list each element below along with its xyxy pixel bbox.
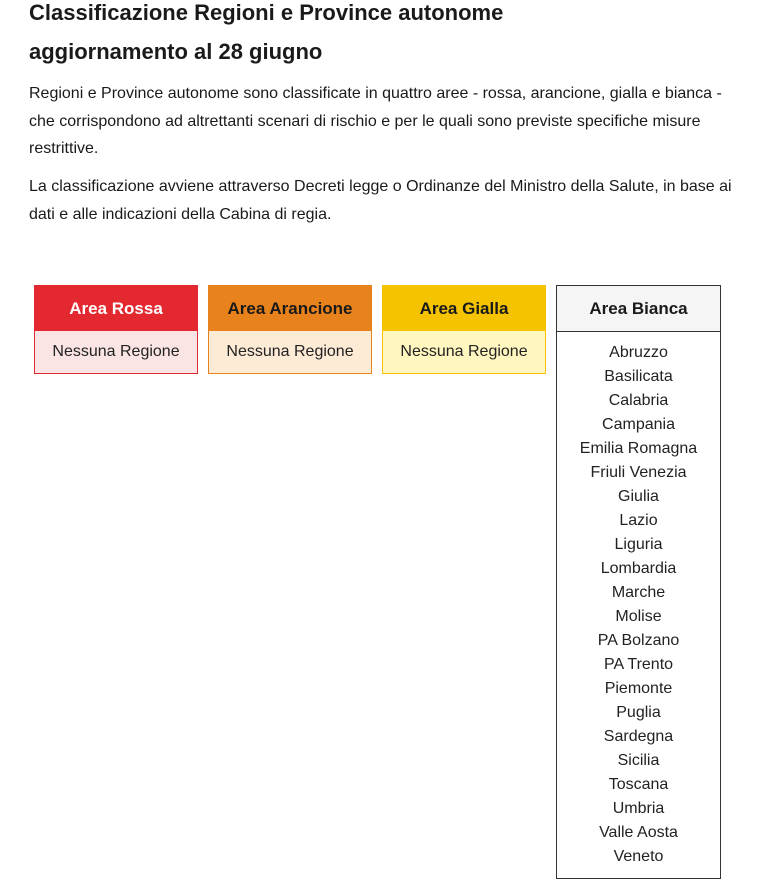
area-gialla-content: Nessuna Regione <box>383 331 545 373</box>
region-list-item: PA Trento <box>603 656 674 673</box>
area-arancione-box <box>208 285 372 374</box>
region-list-item: Campania <box>602 416 675 433</box>
page-title: Classificazione Regioni e Province autonome <box>29 0 504 25</box>
region-list-item: Sicilia <box>617 752 660 769</box>
area-rossa-box <box>34 285 198 374</box>
region-list-item: Piemonte <box>604 680 673 697</box>
region-list-item: Calabria <box>608 392 669 409</box>
area-rossa-content: Nessuna Regione <box>35 331 197 373</box>
region-list-item: Umbria <box>612 800 665 817</box>
region-list-item: Basilicata <box>604 368 673 385</box>
region-list-item: Lazio <box>619 512 658 529</box>
intro-paragraph-2: La classificazione avviene attraverso Decreti legge o Ordinanze del Ministro della Salute, in base ai dati e alle indicazioni della Cabina di regia. <box>29 178 732 223</box>
region-list-item: Molise <box>615 608 662 625</box>
region-list-item: Friuli Venezia <box>590 464 687 481</box>
region-list-item: Marche <box>611 584 666 601</box>
region-list-item: Valle Aosta <box>599 824 678 841</box>
region-list-item: Giulia <box>618 488 659 505</box>
area-bianca-region-list <box>557 332 720 878</box>
region-list-item: Sardegna <box>603 728 674 745</box>
page-subtitle: aggiornamento al 28 giugno <box>29 39 323 64</box>
region-list-item: Toscana <box>608 776 669 793</box>
region-list-item: Puglia <box>616 704 661 721</box>
area-arancione-content: Nessuna Regione <box>209 331 371 373</box>
area-bianca-header: Area Bianca <box>557 286 720 332</box>
area-gialla-header: Area Gialla <box>383 286 545 331</box>
region-list-item: Lombardia <box>600 560 677 577</box>
region-list-item: Veneto <box>613 848 664 865</box>
region-list-item: PA Bolzano <box>597 632 680 649</box>
area-bianca-box <box>556 285 721 879</box>
area-arancione-header: Area Arancione <box>209 286 371 331</box>
area-rossa-header: Area Rossa <box>35 286 197 331</box>
area-gialla-box <box>382 285 546 374</box>
intro-paragraph-1: Regioni e Province autonome sono classificate in quattro aree - rossa, arancione, gialla e bianca - che corrispondono ad altrettanti scenari di rischio e per le quali sono previste specifiche misure restrittive. <box>29 85 722 157</box>
region-list-item: Emilia Romagna <box>579 440 698 457</box>
region-list-item: Liguria <box>614 536 663 553</box>
region-list-item: Abruzzo <box>609 344 668 361</box>
